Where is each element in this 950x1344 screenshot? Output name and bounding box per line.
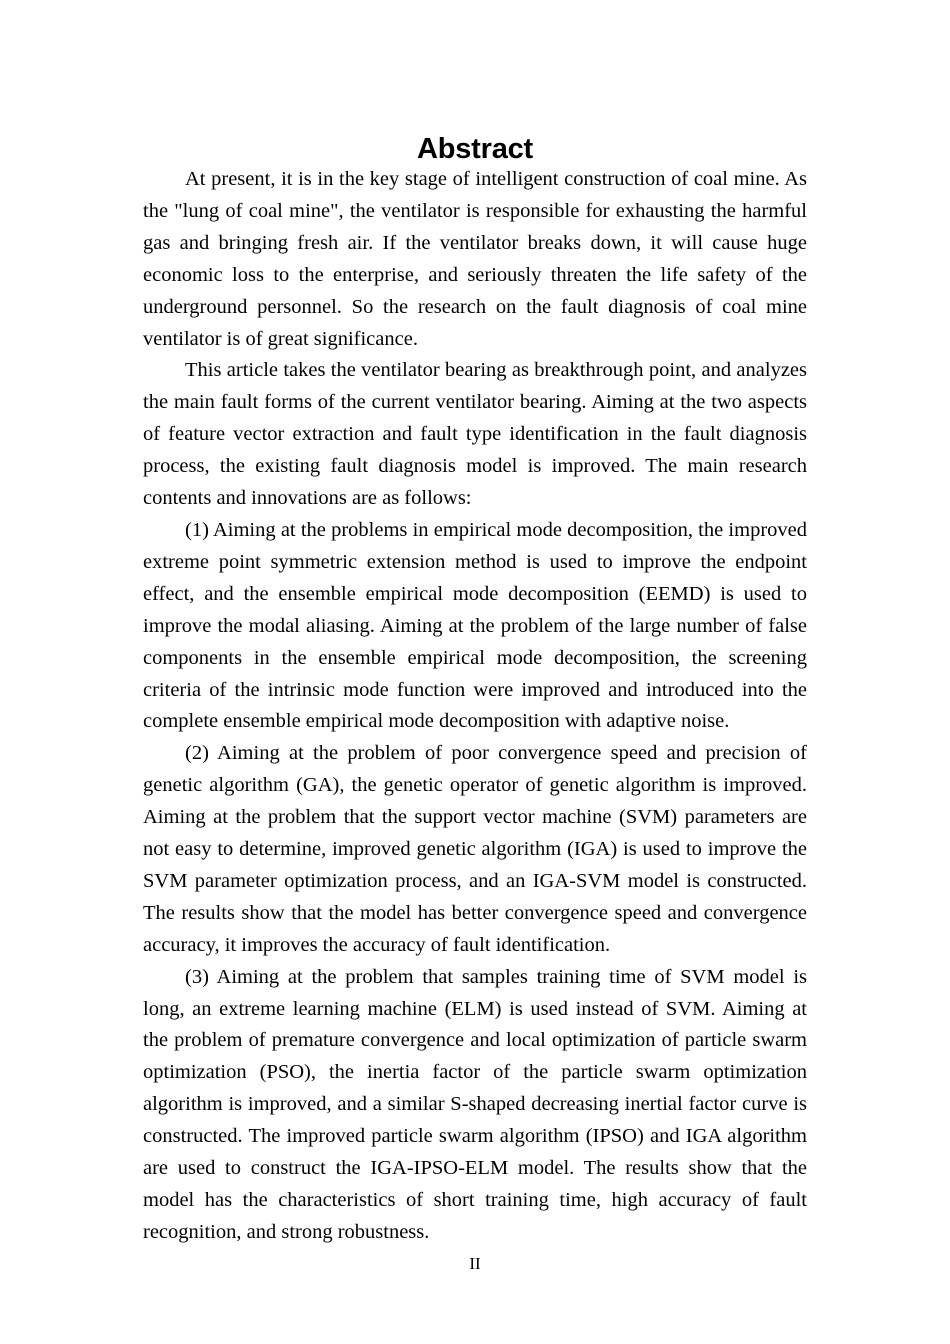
paragraph-4: (2) Aiming at the problem of poor convergence speed and precision of genetic algorithm (GA), the genetic operator of genetic algorithm is improved. Aiming at the problem that the support vector machine (SVM) parameters are not easy to determine, improved genetic algorithm (IGA) is used to improve the SVM parameter optimization process, and an IGA-SVM model is constructed. The results show that the model has better convergence speed and convergence accuracy, it improves the accuracy of fault identification. [143,742,807,956]
paragraph-1: At present, it is in the key stage of intelligent construction of coal mine. As the "lung of coal mine", the ventilator is responsible for exhausting the harmful gas and bringing fresh air. If the ventilator breaks down, it will cause huge economic loss to the enterprise, and seriously threaten the life safety of the underground personnel. So the research on the fault diagnosis of coal mine ventilator is of great significance. [143,168,807,350]
paragraph-5: (3) Aiming at the problem that samples training time of SVM model is long, an extreme learning machine (ELM) is used instead of SVM. Aiming at the problem of premature convergence and local optimization of particle swarm optimization (PSO), the inertia factor of the particle swarm optimization algorithm is improved, and a similar S-shaped decreasing inertial factor curve is constructed. The improved particle swarm algorithm (IPSO) and IGA algorithm are used to construct the IGA-IPSO-ELM model. The results show that the model has the characteristics of short training time, high accuracy of fault recognition, and strong robustness. [143,965,807,1243]
paragraph-3: (1) Aiming at the problems in empirical mode decomposition, the improved extreme point symmetric extension method is used to improve the endpoint effect, and the ensemble empirical mode decomposition (EEMD) is used to improve the modal aliasing. Aiming at the problem of the large number of false components in the ensemble empirical mode decomposition, the screening criteria of the intrinsic mode function were improved and introduced into the complete ensemble empirical mode decomposition with adaptive noise. [143,518,807,733]
page-number: II [469,1254,481,1273]
abstract-body [143,164,807,1249]
paragraph-2: This article takes the ventilator bearing as breakthrough point, and analyzes the main fault forms of the current ventilator bearing. Aiming at the two aspects of feature vector extraction and fault type identification in the fault diagnosis process, the existing fault diagnosis model is improved. The main research contents and innovations are as follows: [143,359,807,510]
page-title: Abstract [416,133,534,166]
